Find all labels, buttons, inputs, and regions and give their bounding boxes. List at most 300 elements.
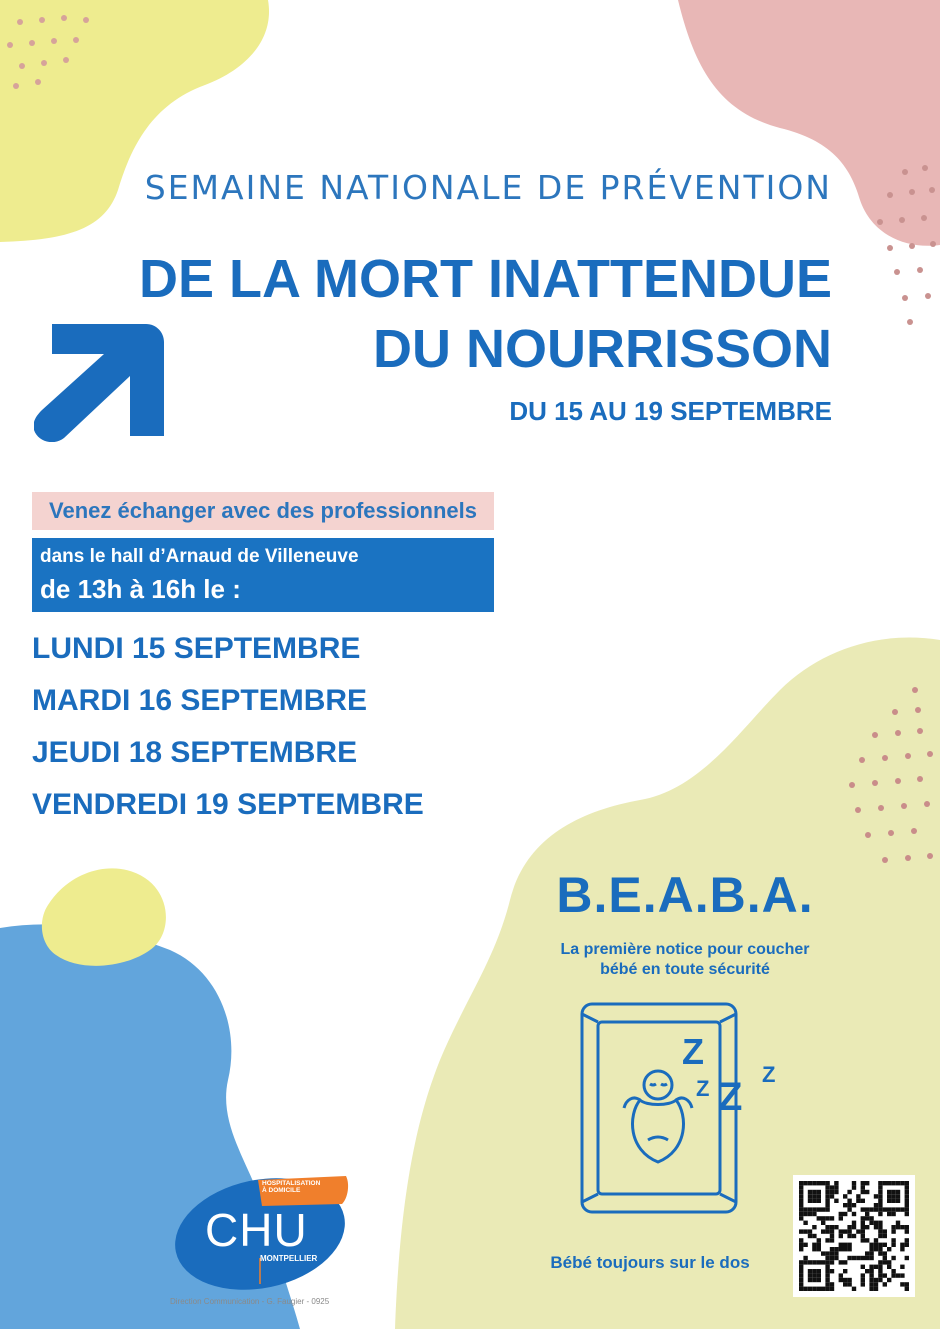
- qr-cell: [812, 1181, 816, 1185]
- qr-cell: [821, 1216, 825, 1220]
- qr-cell: [799, 1273, 803, 1277]
- beaba-subtitle-line-2: bébé en toute sécurité: [600, 961, 770, 978]
- qr-cell: [883, 1282, 887, 1286]
- qr-cell: [905, 1282, 909, 1286]
- chu-logo-text: CHU: [205, 1204, 308, 1256]
- beaba-title: B.E.A.B.A.: [556, 867, 814, 923]
- qr-cell: [812, 1207, 816, 1211]
- qr-cell: [808, 1207, 812, 1211]
- qr-cell: [839, 1273, 843, 1277]
- qr-cell: [896, 1207, 900, 1211]
- qr-cell: [843, 1229, 847, 1233]
- qr-cell: [852, 1234, 856, 1238]
- qr-cell: [847, 1190, 851, 1194]
- qr-cell: [891, 1225, 895, 1229]
- qr-code[interactable]: [793, 1175, 915, 1297]
- qr-cell: [891, 1229, 895, 1233]
- qr-cell: [874, 1238, 878, 1242]
- qr-cell: [878, 1273, 882, 1277]
- qr-cell: [852, 1287, 856, 1291]
- qr-cell: [861, 1216, 865, 1220]
- qr-cell: [883, 1251, 887, 1255]
- qr-cell: [834, 1251, 838, 1255]
- sleep-z-2: Z: [696, 1076, 710, 1101]
- qr-cell: [900, 1207, 904, 1211]
- back-sleep-caption: Bébé toujours sur le dos: [550, 1253, 750, 1272]
- qr-cell: [812, 1243, 816, 1247]
- qr-cell: [834, 1256, 838, 1260]
- qr-cell: [812, 1190, 816, 1194]
- qr-cell: [808, 1278, 812, 1282]
- qr-cell: [834, 1199, 838, 1203]
- qr-cell: [830, 1287, 834, 1291]
- qr-cell: [830, 1194, 834, 1198]
- qr-cell: [865, 1216, 869, 1220]
- qr-cell: [852, 1225, 856, 1229]
- qr-cell: [821, 1207, 825, 1211]
- chu-logo-tag: [262, 1180, 350, 1194]
- qr-cell: [878, 1260, 882, 1264]
- qr-cell: [830, 1229, 834, 1233]
- qr-cell: [891, 1194, 895, 1198]
- qr-cell: [865, 1212, 869, 1216]
- qr-cell: [847, 1234, 851, 1238]
- qr-cell: [825, 1282, 829, 1286]
- qr-cell: [861, 1207, 865, 1211]
- qr-cell: [869, 1287, 873, 1291]
- qr-cell: [830, 1216, 834, 1220]
- qr-cell: [821, 1229, 825, 1233]
- qr-cell: [847, 1243, 851, 1247]
- qr-cell: [878, 1265, 882, 1269]
- qr-cell: [817, 1273, 821, 1277]
- qr-cell: [821, 1251, 825, 1255]
- qr-cell: [887, 1260, 891, 1264]
- qr-cell: [808, 1273, 812, 1277]
- qr-cell: [830, 1190, 834, 1194]
- qr-cell: [803, 1243, 807, 1247]
- qr-cell: [887, 1247, 891, 1251]
- qr-cell: [887, 1190, 891, 1194]
- qr-cell: [825, 1287, 829, 1291]
- qr-cell: [865, 1225, 869, 1229]
- sleeping-baby-crib-icon: [578, 1000, 788, 1220]
- qr-cell: [830, 1260, 834, 1264]
- qr-cell: [891, 1238, 895, 1242]
- qr-cell: [812, 1199, 816, 1203]
- qr-cell: [883, 1260, 887, 1264]
- qr-cell: [799, 1194, 803, 1198]
- qr-cell: [878, 1199, 882, 1203]
- qr-cell: [874, 1203, 878, 1207]
- qr-cell: [869, 1269, 873, 1273]
- qr-cell: [856, 1199, 860, 1203]
- qr-cell: [817, 1278, 821, 1282]
- qr-cell: [808, 1194, 812, 1198]
- qr-cell: [808, 1234, 812, 1238]
- qr-cell: [869, 1207, 873, 1211]
- qr-cell: [799, 1199, 803, 1203]
- qr-cell: [817, 1181, 821, 1185]
- qr-cell: [883, 1273, 887, 1277]
- qr-cell: [825, 1251, 829, 1255]
- beaba-subtitle-line-1: La première notice pour coucher: [560, 941, 810, 958]
- qr-cell: [905, 1238, 909, 1242]
- sleep-zzz: [682, 1031, 775, 1119]
- qr-cell: [874, 1225, 878, 1229]
- qr-cell: [905, 1229, 909, 1233]
- qr-cell: [847, 1247, 851, 1251]
- qr-cell: [869, 1251, 873, 1255]
- qr-cell: [861, 1265, 865, 1269]
- qr-cell: [865, 1238, 869, 1242]
- qr-cell: [883, 1181, 887, 1185]
- chu-logo-tag-line-1: HOSPITALISATION: [262, 1180, 321, 1187]
- qr-cell: [905, 1243, 909, 1247]
- qr-cell: [900, 1247, 904, 1251]
- qr-cell: [861, 1256, 865, 1260]
- qr-cell: [812, 1247, 816, 1251]
- qr-cell: [865, 1181, 869, 1185]
- qr-cell: [799, 1216, 803, 1220]
- qr-cell: [843, 1282, 847, 1286]
- day-item: VENDREDI 19 SEPTEMBRE: [32, 788, 424, 821]
- qr-cell: [847, 1203, 851, 1207]
- qr-cell: [825, 1216, 829, 1220]
- qr-cell: [825, 1207, 829, 1211]
- pink-blob-top-right: [678, 0, 940, 246]
- qr-cell: [891, 1199, 895, 1203]
- qr-cell: [883, 1234, 887, 1238]
- qr-cell: [808, 1287, 812, 1291]
- qr-cell: [830, 1256, 834, 1260]
- qr-cell: [803, 1181, 807, 1185]
- qr-cell: [905, 1203, 909, 1207]
- qr-cell: [817, 1207, 821, 1211]
- qr-cell: [812, 1273, 816, 1277]
- qr-cell: [825, 1203, 829, 1207]
- qr-cell: [878, 1194, 882, 1198]
- qr-cell: [905, 1199, 909, 1203]
- qr-cell: [852, 1181, 856, 1185]
- qr-cell: [847, 1256, 851, 1260]
- day-item: LUNDI 15 SEPTEMBRE: [32, 632, 361, 665]
- qr-cell: [817, 1216, 821, 1220]
- qr-cell: [817, 1190, 821, 1194]
- qr-cell: [887, 1278, 891, 1282]
- qr-cell: [843, 1212, 847, 1216]
- qr-cell: [817, 1194, 821, 1198]
- qr-cell: [852, 1256, 856, 1260]
- qr-cell: [821, 1221, 825, 1225]
- sleep-z-1: Z: [682, 1031, 704, 1072]
- qr-cell: [803, 1256, 807, 1260]
- qr-cell: [878, 1251, 882, 1255]
- qr-cell: [825, 1256, 829, 1260]
- qr-cell: [799, 1229, 803, 1233]
- qr-cell: [865, 1251, 869, 1255]
- qr-cell: [887, 1181, 891, 1185]
- qr-cell: [808, 1229, 812, 1233]
- qr-cell: [839, 1212, 843, 1216]
- qr-cell: [830, 1269, 834, 1273]
- chu-logo-tag-line-2: À DOMICILE: [262, 1187, 301, 1194]
- qr-cell: [874, 1194, 878, 1198]
- qr-cell: [887, 1199, 891, 1203]
- qr-cell: [891, 1212, 895, 1216]
- qr-cell: [843, 1260, 847, 1264]
- qr-cell: [891, 1181, 895, 1185]
- qr-cell: [847, 1199, 851, 1203]
- yellow-blob-small: [42, 868, 166, 966]
- qr-cell: [878, 1278, 882, 1282]
- sleep-z-4: Z: [762, 1062, 776, 1087]
- qr-cell: [803, 1207, 807, 1211]
- qr-cell: [891, 1190, 895, 1194]
- qr-cell: [799, 1212, 803, 1216]
- qr-cell: [900, 1282, 904, 1286]
- qr-cell: [847, 1225, 851, 1229]
- qr-cell: [808, 1269, 812, 1273]
- qr-cell: [812, 1269, 816, 1273]
- qr-cell: [896, 1181, 900, 1185]
- qr-cell: [869, 1256, 873, 1260]
- qr-cell: [825, 1269, 829, 1273]
- qr-cell: [878, 1221, 882, 1225]
- qr-cell: [825, 1185, 829, 1189]
- qr-cell: [905, 1256, 909, 1260]
- qr-cell: [883, 1243, 887, 1247]
- qr-cell: [839, 1260, 843, 1264]
- qr-cell: [869, 1278, 873, 1282]
- qr-cell: [852, 1221, 856, 1225]
- qr-cell: [878, 1207, 882, 1211]
- qr-cell: [830, 1225, 834, 1229]
- title-line-1: DE LA MORT INATTENDUE: [139, 249, 832, 309]
- qr-cell: [865, 1207, 869, 1211]
- qr-cell: [839, 1216, 843, 1220]
- qr-cell: [821, 1287, 825, 1291]
- qr-cell: [869, 1216, 873, 1220]
- qr-cell: [825, 1265, 829, 1269]
- qr-cell: [799, 1278, 803, 1282]
- qr-cell: [817, 1243, 821, 1247]
- qr-cell: [834, 1190, 838, 1194]
- invitation-banner: Venez échanger avec des professionnels: [32, 492, 494, 530]
- qr-cell: [830, 1234, 834, 1238]
- qr-cell: [812, 1278, 816, 1282]
- overtitle: SEMAINE NATIONALE DE PRÉVENTION: [144, 168, 832, 207]
- qr-cell: [830, 1185, 834, 1189]
- qr-cell: [874, 1282, 878, 1286]
- qr-cell: [817, 1260, 821, 1264]
- qr-cell: [825, 1194, 829, 1198]
- qr-cell: [839, 1278, 843, 1282]
- qr-cell: [808, 1260, 812, 1264]
- qr-cell: [812, 1287, 816, 1291]
- qr-cell: [825, 1229, 829, 1233]
- qr-cell: [825, 1273, 829, 1277]
- qr-cell: [869, 1221, 873, 1225]
- sleep-z-3: Z: [718, 1075, 743, 1119]
- chu-logo-city: MONTPELLIER: [260, 1254, 318, 1263]
- qr-cell: [847, 1207, 851, 1211]
- qr-cell: [861, 1278, 865, 1282]
- qr-cell: [808, 1199, 812, 1203]
- qr-cell: [874, 1221, 878, 1225]
- qr-cell: [825, 1181, 829, 1185]
- qr-cell: [900, 1225, 904, 1229]
- qr-cell: [817, 1247, 821, 1251]
- qr-cell: [878, 1229, 882, 1233]
- qr-cell: [799, 1181, 803, 1185]
- qr-cell: [830, 1251, 834, 1255]
- qr-cell: [817, 1199, 821, 1203]
- hours-text: de 13h à 16h le :: [40, 574, 241, 604]
- qr-cell: [817, 1238, 821, 1242]
- qr-cell: [861, 1185, 865, 1189]
- qr-cell: [821, 1181, 825, 1185]
- qr-cell: [812, 1225, 816, 1229]
- qr-cell: [878, 1247, 882, 1251]
- qr-cell: [843, 1194, 847, 1198]
- qr-cell: [905, 1225, 909, 1229]
- qr-cell: [856, 1256, 860, 1260]
- qr-cell: [799, 1185, 803, 1189]
- qr-cell: [891, 1243, 895, 1247]
- qr-cell: [803, 1260, 807, 1264]
- qr-cell: [869, 1273, 873, 1277]
- qr-cell: [825, 1190, 829, 1194]
- qr-cell: [847, 1229, 851, 1233]
- qr-cell: [874, 1278, 878, 1282]
- qr-cell: [799, 1282, 803, 1286]
- event-dates: DU 15 AU 19 SEPTEMBRE: [509, 396, 832, 426]
- qr-cell: [861, 1282, 865, 1286]
- qr-cell: [905, 1190, 909, 1194]
- qr-cell: [856, 1229, 860, 1233]
- qr-cell: [878, 1234, 882, 1238]
- qr-cell: [878, 1269, 882, 1273]
- qr-cell: [878, 1203, 882, 1207]
- qr-cell: [900, 1243, 904, 1247]
- qr-cell: [861, 1225, 865, 1229]
- qr-cell: [821, 1260, 825, 1264]
- qr-cell: [905, 1194, 909, 1198]
- qr-cell: [799, 1238, 803, 1242]
- qr-cell: [825, 1278, 829, 1282]
- qr-cell: [865, 1190, 869, 1194]
- qr-cell: [905, 1207, 909, 1211]
- qr-cell: [905, 1287, 909, 1291]
- qr-cell: [817, 1287, 821, 1291]
- qr-cell: [874, 1287, 878, 1291]
- qr-cell: [896, 1221, 900, 1225]
- qr-cell: [861, 1234, 865, 1238]
- qr-cell: [900, 1181, 904, 1185]
- qr-cell: [891, 1207, 895, 1211]
- qr-cell: [839, 1243, 843, 1247]
- qr-cell: [865, 1269, 869, 1273]
- qr-cell: [799, 1203, 803, 1207]
- qr-cell: [891, 1256, 895, 1260]
- qr-cell: [861, 1229, 865, 1233]
- qr-cell: [874, 1247, 878, 1251]
- qr-cell: [803, 1287, 807, 1291]
- qr-cell: [883, 1256, 887, 1260]
- qr-cell: [905, 1212, 909, 1216]
- qr-cell: [878, 1190, 882, 1194]
- qr-cell: [817, 1269, 821, 1273]
- qr-cell: [878, 1185, 882, 1189]
- qr-cell: [865, 1256, 869, 1260]
- day-item: JEUDI 18 SEPTEMBRE: [32, 736, 358, 769]
- qr-cell: [839, 1234, 843, 1238]
- qr-cell: [808, 1190, 812, 1194]
- qr-cell: [799, 1265, 803, 1269]
- qr-cell: [799, 1269, 803, 1273]
- qr-cell: [900, 1273, 904, 1277]
- qr-cell: [803, 1221, 807, 1225]
- qr-cell: [847, 1282, 851, 1286]
- qr-cell: [878, 1212, 882, 1216]
- qr-cell: [852, 1203, 856, 1207]
- qr-cell: [843, 1278, 847, 1282]
- qr-cell: [869, 1265, 873, 1269]
- qr-cell: [896, 1199, 900, 1203]
- qr-cell: [905, 1185, 909, 1189]
- qr-cell: [803, 1212, 807, 1216]
- qr-cell: [799, 1260, 803, 1264]
- qr-cell: [803, 1229, 807, 1233]
- qr-cell: [830, 1282, 834, 1286]
- qr-cell: [883, 1229, 887, 1233]
- qr-cell: [799, 1190, 803, 1194]
- qr-cell: [883, 1207, 887, 1211]
- qr-cell: [843, 1269, 847, 1273]
- qr-cell: [799, 1247, 803, 1251]
- day-item: MARDI 16 SEPTEMBRE: [32, 684, 368, 717]
- credits: Direction Communication - G. Faugier - 0925: [170, 1297, 330, 1306]
- qr-cell: [861, 1221, 865, 1225]
- qr-cell: [808, 1181, 812, 1185]
- qr-cell: [869, 1243, 873, 1247]
- qr-cell: [852, 1212, 856, 1216]
- qr-cell: [825, 1225, 829, 1229]
- qr-cell: [861, 1181, 865, 1185]
- qr-cell: [825, 1260, 829, 1264]
- qr-cell: [834, 1225, 838, 1229]
- qr-cell: [878, 1225, 882, 1229]
- qr-cell: [852, 1185, 856, 1189]
- qr-cell: [843, 1243, 847, 1247]
- qr-cell: [830, 1238, 834, 1242]
- qr-cell: [799, 1207, 803, 1211]
- qr-cell: [812, 1234, 816, 1238]
- qr-cell: [861, 1238, 865, 1242]
- location-text: dans le hall d’Arnaud de Villeneuve: [40, 546, 359, 567]
- qr-cell: [887, 1207, 891, 1211]
- qr-cell: [834, 1247, 838, 1251]
- qr-cell: [856, 1194, 860, 1198]
- title-line-2: DU NOURRISSON: [372, 319, 832, 379]
- location-box: [32, 538, 494, 612]
- qr-cell: [861, 1273, 865, 1277]
- qr-cell: [861, 1190, 865, 1194]
- qr-cell: [874, 1265, 878, 1269]
- qr-cell: [874, 1243, 878, 1247]
- qr-cell: [887, 1212, 891, 1216]
